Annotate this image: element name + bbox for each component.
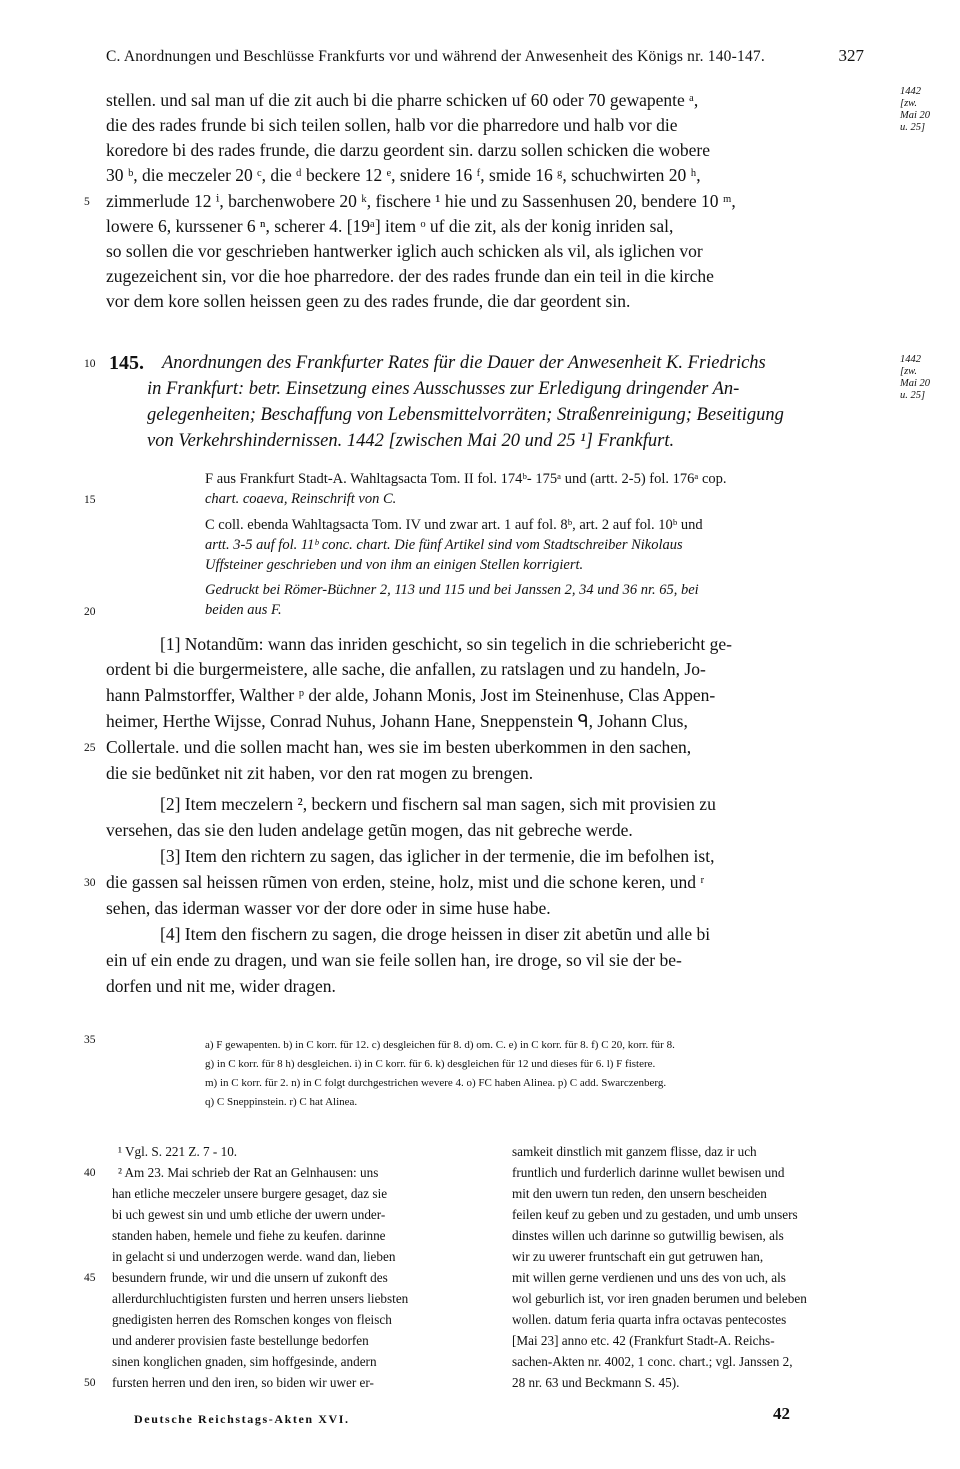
footnote-line: mit den uwern tun reden, den unsern bescheiden bbox=[512, 1186, 767, 1201]
text-line: sehen, das iderman wasser vor der dore oder in sime huse habe. bbox=[106, 898, 551, 918]
text-line: ordent bi die burgermeistere, alle sache, die anfallen, zu ratslagen und zu handeln, Jo- bbox=[106, 659, 706, 679]
line-number: 5 bbox=[84, 196, 90, 208]
apparatus-line: q) C Sneppinstein. r) C hat Alinea. bbox=[205, 1096, 358, 1108]
footnote-line: ² Am 23. Mai schrieb der Rat an Gelnhausen: uns bbox=[118, 1165, 379, 1180]
line-number: 30 bbox=[84, 877, 96, 889]
line-number: 40 bbox=[84, 1167, 96, 1179]
text-line: vor dem kore sollen heissen geen zu des rades frunde, die dar geordent sin. bbox=[106, 291, 631, 311]
source-line: chart. coaeva, Reinschrift von C. bbox=[205, 491, 397, 507]
footnote-line: mit willen gerne verdienen und uns des von uch, als bbox=[512, 1270, 786, 1285]
footnote-line: allerdurchluchtigisten fursten und herren unsers liebsten bbox=[112, 1291, 409, 1306]
text-line: lowere 6, kurssener 6 ⁿ, scherer 4. [19ᵃ] item ᵒ uf die zit, als der konig inriden sal, bbox=[106, 216, 674, 236]
text-line: die gassen sal heissen rũmen von erden, steine, holz, mist und die schone keren, und ʳ bbox=[106, 872, 705, 892]
apparatus-line: g) in C korr. für 8 h) desgleichen. i) in C korr. für 6. k) desgleichen für 12 und dieses für 6. l) F fistere. bbox=[205, 1058, 656, 1070]
source-line: F aus Frankfurt Stadt-A. Wahltagsacta Tom. II fol. 174ᵇ- 175ᵃ und (artt. 2-5) fol. 176ᵃ cop. bbox=[205, 471, 727, 487]
text-line: koredore bi des rades frunde, die darzu geordent sin. darzu sollen schicken die wobere bbox=[106, 140, 711, 160]
text-line: versehen, das sie den luden andelage getũn mogen, das nit gebreche werde. bbox=[106, 820, 633, 840]
source-line: beiden aus F. bbox=[205, 602, 282, 618]
page-number: 327 bbox=[838, 46, 864, 65]
text-line: ein uf ein ende zu dragen, und wan sie feile sollen han, ire droge, so vil sie der be- bbox=[106, 950, 682, 970]
source-line: C coll. ebenda Wahltagsacta Tom. IV und zwar art. 1 auf fol. 8ᵇ, art. 2 auf fol. 10ᵇ und bbox=[205, 517, 703, 533]
source-line: Gedruckt bei Römer-Büchner 2, 113 und 115 und bei Janssen 2, 34 und 36 nr. 65, bei bbox=[205, 582, 699, 598]
footnote-line: sinen konglichen gnaden, sim hoffgesinde, andern bbox=[112, 1354, 377, 1369]
text-line: die sie bedũnket nit zit haben, vor den rat mogen zu brengen. bbox=[106, 763, 534, 783]
footnote-line: han etliche meczeler unsere burgere gesaget, daz sie bbox=[112, 1186, 388, 1201]
line-number: 10 bbox=[84, 358, 96, 370]
text-line: 30 ᵇ, die meczeler 20 ᶜ, die ᵈ beckere 12 ᵉ, snidere 16 ᶠ, smide 16 ᵍ, schuchwirten 20 ʰ, bbox=[106, 165, 701, 185]
margin-note-line: [zw. bbox=[900, 98, 918, 109]
source-line: artt. 3-5 auf fol. 11ᵇ conc. chart. Die fünf Artikel sind vom Stadtschreiber Nikolaus bbox=[205, 537, 683, 553]
text-line: stellen. und sal man uf die zit auch bi die pharre schicken uf 60 oder 70 gewapente ᵃ, bbox=[106, 90, 699, 110]
text-line: [4] Item den fischern zu sagen, die droge heissen in diser zit abetũn und alle bi bbox=[160, 924, 711, 944]
source-line: Uffsteiner geschrieben und von ihm an einigen Stellen korrigiert. bbox=[205, 557, 584, 573]
footnote-line: wollen. datum feria quarta infra octavas pentecostes bbox=[512, 1312, 787, 1327]
footnote-line: dinstes willen uch darinne so gutwillig bewisen, als bbox=[512, 1228, 784, 1243]
margin-note-line: u. 25] bbox=[900, 122, 926, 133]
footnote-line: standen haben, hemele und fiehe zu keufen. darinne bbox=[112, 1228, 386, 1243]
apparatus-line: m) in C korr. für 2. n) in C folgt durchgestrichen wevere 4. o) FC haben Alinea. p) C add. Swarczenberg. bbox=[205, 1077, 667, 1089]
footnote-line: 28 nr. 63 und Beckmann S. 45). bbox=[512, 1375, 680, 1390]
section-title-line: in Frankfurt: betr. Einsetzung eines Ausschusses zur Erledigung dringender An- bbox=[147, 379, 740, 399]
line-number: 35 bbox=[84, 1034, 96, 1046]
text-line: die des rades frunde bi sich teilen sollen, halb vor die pharredore und halb vor die bbox=[106, 115, 678, 135]
section-title-line: gelegenheiten; Beschaffung von Lebensmittelvorräten; Straßenreinigung; Beseitigung bbox=[147, 405, 784, 425]
line-number: 25 bbox=[84, 742, 96, 754]
footnote-line: bi uch gewest sin und umb etliche der uwern under- bbox=[112, 1207, 386, 1222]
margin-note-line: u. 25] bbox=[900, 390, 926, 401]
apparatus-line: a) F gewapenten. b) in C korr. für 12. c) desgleichen für 8. d) om. C. e) in C korr. für 8. f) C 20, korr. für 8. bbox=[205, 1039, 675, 1051]
text-line: dorfen und nit me, wider dragen. bbox=[106, 976, 336, 996]
line-number: 15 bbox=[84, 494, 96, 506]
text-line: Collertale. und die sollen macht han, wes sie im besten uberkommen in den sachen, bbox=[106, 737, 692, 757]
sheet-number: 42 bbox=[773, 1404, 790, 1423]
margin-note-line: Mai 20 bbox=[900, 110, 931, 121]
text-line: [2] Item meczelern ², beckern und fischern sal man sagen, sich mit provisien zu bbox=[160, 794, 716, 814]
text-line: [1] Notandũm: wann das inriden geschicht, so sin tegelich in die schriebericht ge- bbox=[160, 634, 732, 654]
footnote-line: [Mai 23] anno etc. 42 (Frankfurt Stadt-A. Reichs- bbox=[512, 1333, 775, 1348]
section-title-line: Anordnungen des Frankfurter Rates für die Dauer der Anwesenheit K. Friedrichs bbox=[162, 353, 766, 373]
text-line: heimer, Herthe Wijsse, Conrad Nuhus, Johann Hane, Sneppenstein ᑫ, Johann Clus, bbox=[106, 711, 688, 731]
line-number: 20 bbox=[84, 606, 96, 618]
margin-note-line: [zw. bbox=[900, 366, 918, 377]
footnote-line: in gelacht si und underzogen werde. wand dan, lieben bbox=[112, 1249, 396, 1264]
text-line: so sollen die vor geschrieben hantwerker iglich auch schicken als vil, als iglichen vor bbox=[106, 241, 703, 261]
footnote-line: wir zu uwerer fruntschaft ein gut getruwen han, bbox=[512, 1249, 764, 1264]
text-line: zugezeichent sin, vor die hoe pharredore. der des rades frunde dan ein teil in die kirche bbox=[106, 266, 714, 286]
margin-note-line: Mai 20 bbox=[900, 378, 931, 389]
footnote-line: ¹ Vgl. S. 221 Z. 7 - 10. bbox=[118, 1144, 238, 1159]
text-line: hann Palmstorffer, Walther ᵖ der alde, Johann Monis, Jost im Steinenhuse, Clas Appen- bbox=[106, 685, 716, 705]
margin-date-note-top bbox=[900, 86, 930, 134]
footnote-line: sachen-Akten nr. 4002, 1 conc. chart.; vgl. Janssen 2, bbox=[512, 1354, 793, 1369]
line-number: 45 bbox=[84, 1272, 96, 1284]
text-line: [3] Item den richtern zu sagen, das iglicher in der termenie, die im befolhen ist, bbox=[160, 846, 715, 866]
footnote-line: wol geburlich ist, vor iren gnaden berumen und beleben bbox=[512, 1291, 807, 1306]
footnote-line: und anderer provisien faste bestellunge bedorfen bbox=[112, 1333, 369, 1348]
footnote-line: feilen keuf zu geben und zu gestaden, und umb unsers bbox=[512, 1207, 798, 1222]
footnote-line: fursten herren und den iren, so biden wir uwer er- bbox=[112, 1375, 374, 1390]
running-header: C. Anordnungen und Beschlüsse Frankfurts vor und während der Anwesenheit des Königs nr. 140-147. bbox=[106, 48, 765, 65]
section-title-line: von Verkehrshindernissen. 1442 [zwischen Mai 20 und 25 ¹] Frankfurt. bbox=[147, 431, 675, 451]
footnote-line: samkeit dinstlich mit ganzem flisse, daz ir uch bbox=[512, 1144, 757, 1159]
footnote-line: gnedigisten herren des Romschen konges von fleisch bbox=[112, 1312, 392, 1327]
margin-note-line: 1442 bbox=[900, 86, 921, 97]
margin-note-line: 1442 bbox=[900, 354, 921, 365]
margin-date-note-section bbox=[900, 354, 930, 402]
footer-signature: Deutsche Reichstags-Akten XVI. bbox=[134, 1412, 350, 1426]
section-number: 145. bbox=[109, 352, 144, 374]
footnote-line: besundern frunde, wir und die unsern uf zukonft des bbox=[112, 1270, 388, 1285]
line-number: 50 bbox=[84, 1377, 96, 1389]
footnote-line: fruntlich und furderlich darinne wullet bewisen und bbox=[512, 1165, 785, 1180]
text-line: zimmerlude 12 ⁱ, barchenwobere 20 ᵏ, fischere ¹ hie und zu Sassenhusen 20, bendere 10 ᵐ, bbox=[106, 191, 736, 211]
